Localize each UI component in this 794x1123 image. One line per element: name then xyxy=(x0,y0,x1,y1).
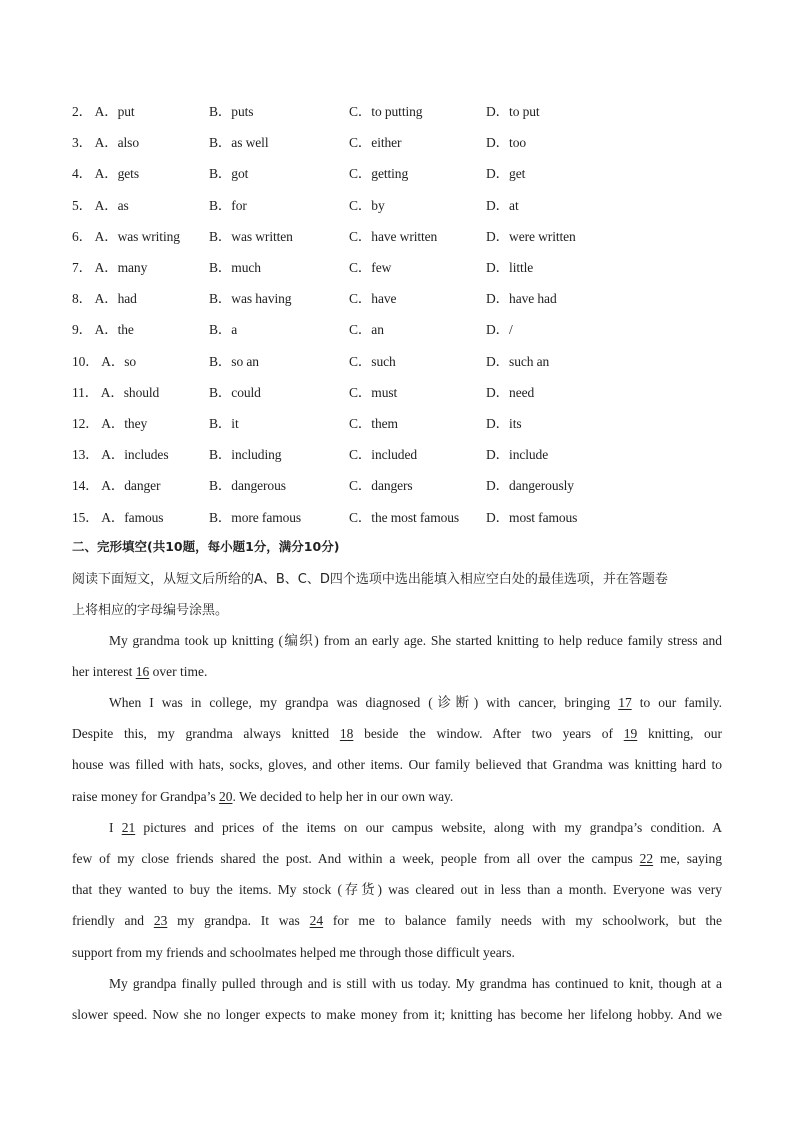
option-b[interactable]: B．more famous xyxy=(209,510,302,525)
option-c[interactable]: C．have xyxy=(349,291,397,306)
option-b[interactable]: B．for xyxy=(209,198,247,213)
question-row xyxy=(72,131,752,151)
option-d[interactable]: D．were written xyxy=(486,229,576,244)
section-heading: 二、完形填空(共10题，每小题1分，满分10分) xyxy=(72,539,340,554)
option-d[interactable]: D．get xyxy=(486,166,526,181)
option-a[interactable]: 11． A．should xyxy=(72,385,160,400)
option-d[interactable]: D．dangerously xyxy=(486,478,574,493)
question-row xyxy=(72,506,752,526)
option-a[interactable]: 10． A．so xyxy=(72,354,137,369)
option-d[interactable]: D．little xyxy=(486,260,534,275)
passage-line: When I was in college, my grandpa was diagnosed (诊断) with cancer, bringing 17 to our family. xyxy=(109,693,722,713)
passage-line: slower speed. Now she no longer expects to make money from it; knitting has become her lifelong hobby. And we xyxy=(72,1007,722,1022)
question-row xyxy=(72,443,752,463)
passage-line: raise money for Grandpa’s 20. We decided to help her in our own way. xyxy=(72,787,722,807)
option-d[interactable]: D．need xyxy=(486,385,535,400)
blank-19[interactable]: 19 xyxy=(623,726,638,741)
blank-21[interactable]: 21 xyxy=(121,820,136,835)
option-d[interactable]: D．include xyxy=(486,447,549,462)
blank-22[interactable]: 22 xyxy=(639,851,654,866)
option-b[interactable]: B．a xyxy=(209,322,238,337)
question-row xyxy=(72,412,752,432)
option-b[interactable]: B．was written xyxy=(209,229,293,244)
passage-line: few of my close friends shared the post. And within a week, people from all over the campus 22 me, saying xyxy=(72,849,722,869)
option-b[interactable]: B．got xyxy=(209,166,249,181)
option-a[interactable]: 5． A．as xyxy=(72,198,129,213)
question-row xyxy=(72,318,752,338)
blank-18[interactable]: 18 xyxy=(339,726,354,741)
option-a[interactable]: 15． A．famous xyxy=(72,510,164,525)
option-a[interactable]: 2． A．put xyxy=(72,104,135,119)
option-a[interactable]: 4． A．gets xyxy=(72,166,139,181)
option-a[interactable]: 6． A．was writing xyxy=(72,229,180,244)
option-c[interactable]: C．such xyxy=(349,354,396,369)
option-c[interactable]: C．an xyxy=(349,322,384,337)
option-c[interactable]: C．to putting xyxy=(349,104,423,119)
question-row xyxy=(72,474,752,494)
option-c[interactable]: C．dangers xyxy=(349,478,413,493)
option-d[interactable]: D．too xyxy=(486,135,527,150)
passage-line: My grandpa finally pulled through and is still with us today. My grandma has continued to knit, though at a xyxy=(109,976,722,991)
passage-line: her interest 16 over time. xyxy=(72,662,722,682)
option-b[interactable]: B．including xyxy=(209,447,282,462)
blank-23[interactable]: 23 xyxy=(153,913,168,928)
option-b[interactable]: B．could xyxy=(209,385,261,400)
instruction-line-2: 上将相应的字母编号涂黑。 xyxy=(72,603,229,618)
option-d[interactable]: D．most famous xyxy=(486,510,578,525)
option-b[interactable]: B．so an xyxy=(209,354,259,369)
blank-16[interactable]: 16 xyxy=(135,664,150,679)
option-c[interactable]: C．getting xyxy=(349,166,409,181)
passage-line: friendly and 23 my grandpa. It was 24 for me to balance family needs with my schoolwork, but the xyxy=(72,911,722,931)
option-b[interactable]: B．dangerous xyxy=(209,478,286,493)
blank-17[interactable]: 17 xyxy=(618,695,632,710)
question-row xyxy=(72,256,752,276)
option-d[interactable]: D．have had xyxy=(486,291,557,306)
option-d[interactable]: D．at xyxy=(486,198,519,213)
option-a[interactable]: 7． A．many xyxy=(72,260,148,275)
option-d[interactable]: D．/ xyxy=(486,322,513,337)
option-c[interactable]: C．the most famous xyxy=(349,510,460,525)
option-a[interactable]: 12． A．they xyxy=(72,416,148,431)
option-b[interactable]: B．was having xyxy=(209,291,292,306)
option-b[interactable]: B．puts xyxy=(209,104,254,119)
option-b[interactable]: B．much xyxy=(209,260,261,275)
option-d[interactable]: D．to put xyxy=(486,104,540,119)
question-row xyxy=(72,381,752,401)
passage-line: house was filled with hats, socks, gloves, and other items. Our family believed that Grandma was knitting hard to xyxy=(72,757,722,772)
passage-line: that they wanted to buy the items. My stock (存货) was cleared out in less than a month. Everyone was very xyxy=(72,882,722,897)
option-c[interactable]: C．have written xyxy=(349,229,438,244)
instruction-line-1: 阅读下面短文，从短文后所给的A、B、C、D四个选项中选出能填入相应空白处的最佳选项，并在答题卷 xyxy=(72,572,668,587)
option-b[interactable]: B．it xyxy=(209,416,239,431)
blank-20[interactable]: 20 xyxy=(218,789,233,804)
passage-line: My grandma took up knitting (编织) from an early age. She started knitting to help reduce family stress and xyxy=(109,633,722,648)
question-row xyxy=(72,350,752,370)
passage-line: I 21 pictures and prices of the items on our campus website, along with my grandpa’s condition. A xyxy=(109,818,722,838)
blank-24[interactable]: 24 xyxy=(309,913,324,928)
option-a[interactable]: 8． A．had xyxy=(72,291,137,306)
question-row xyxy=(72,100,752,120)
option-c[interactable]: C．them xyxy=(349,416,398,431)
option-c[interactable]: C．included xyxy=(349,447,417,462)
question-row xyxy=(72,287,752,307)
option-c[interactable]: C．either xyxy=(349,135,402,150)
option-c[interactable]: C．must xyxy=(349,385,398,400)
option-d[interactable]: D．such an xyxy=(486,354,550,369)
question-row xyxy=(72,162,752,182)
option-b[interactable]: B．as well xyxy=(209,135,269,150)
option-a[interactable]: 3． A．also xyxy=(72,135,139,150)
question-row xyxy=(72,225,752,245)
question-row xyxy=(72,194,752,214)
option-a[interactable]: 14． A．danger xyxy=(72,478,161,493)
passage-line: support from my friends and schoolmates helped me through those difficult years. xyxy=(72,945,515,960)
option-c[interactable]: C．few xyxy=(349,260,392,275)
option-d[interactable]: D．its xyxy=(486,416,522,431)
option-a[interactable]: 9． A．the xyxy=(72,322,134,337)
passage-line: Despite this, my grandma always knitted 18 beside the window. After two years of 19 knitting, our xyxy=(72,724,722,744)
option-a[interactable]: 13． A．includes xyxy=(72,447,169,462)
option-c[interactable]: C．by xyxy=(349,198,385,213)
